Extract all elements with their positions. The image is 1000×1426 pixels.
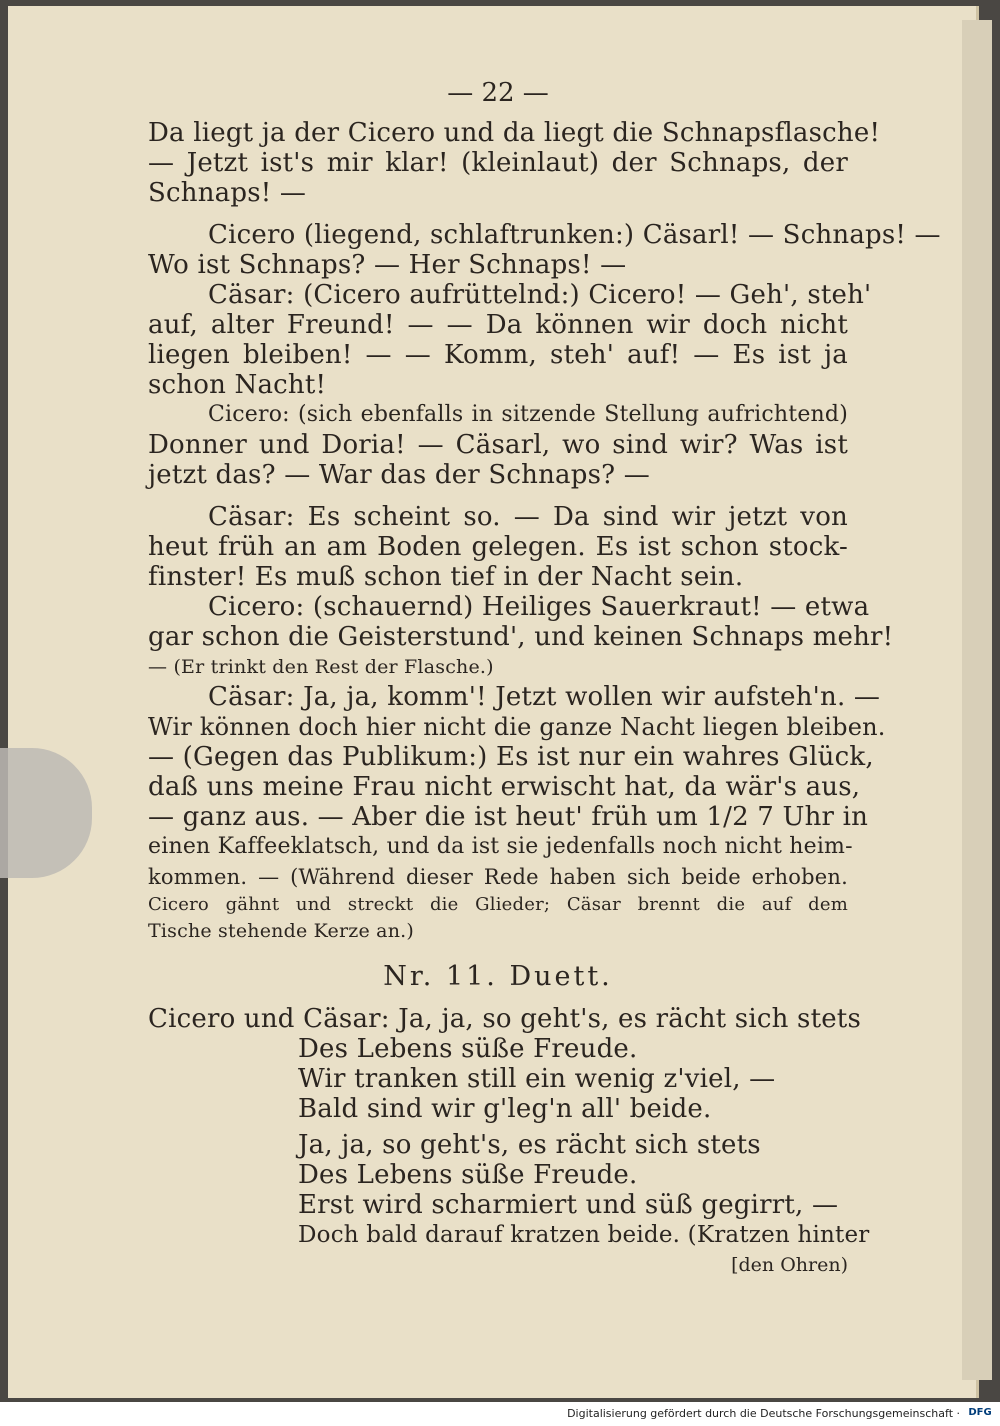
text-line: heut früh an am Boden gelegen. Es ist schon stock- bbox=[148, 532, 848, 562]
verse-line: Ja, ja, so geht's, es rächt sich stets bbox=[298, 1130, 761, 1160]
text-line: Tische stehende Kerze an.) bbox=[148, 920, 414, 942]
verse-line: Wir tranken still ein wenig z'viel, — bbox=[298, 1064, 776, 1094]
page-text bbox=[148, 78, 941, 1280]
text-line: Da liegt ja der Cicero und da liegt die Schnapsflasche! bbox=[148, 118, 881, 148]
text-line: Cicero: (sich ebenfalls in sitzende Stellung aufrichtend) bbox=[208, 402, 848, 427]
text-line: auf, alter Freund! — — Da können wir doch nicht bbox=[148, 310, 848, 340]
text-line: Cäsar: Ja, ja, komm'! Jetzt wollen wir aufsteh'n. — bbox=[208, 682, 881, 712]
text-line: liegen bleiben! — — Komm, steh' auf! — Es ist ja bbox=[148, 340, 848, 370]
text-line: kommen. — (Während dieser Rede haben sich beide erhoben. bbox=[148, 865, 848, 889]
paragraph bbox=[148, 682, 886, 944]
paragraph bbox=[148, 400, 848, 490]
text-line: Cäsar: (Cicero aufrüttelnd:) Cicero! — Geh', steh' bbox=[208, 280, 872, 310]
text-line: Cicero: (schauernd) Heiliges Sauerkraut! — etwa bbox=[208, 592, 870, 622]
verse-line: Bald sind wir g'leg'n all' beide. bbox=[298, 1094, 712, 1124]
paragraph bbox=[148, 220, 941, 280]
text-line: Cäsar: Es scheint so. — Da sind wir jetzt von bbox=[208, 502, 848, 532]
text-line: schon Nacht! bbox=[148, 370, 327, 400]
text-line: Wo ist Schnaps? — Her Schnaps! — bbox=[148, 250, 627, 280]
paragraph bbox=[148, 118, 881, 208]
paragraph bbox=[148, 592, 894, 682]
text-line: daß uns meine Frau nicht erwischt hat, da wär's aus, bbox=[148, 772, 861, 802]
section-heading: Nr. 11. Duett. bbox=[383, 961, 613, 992]
text-line: finster! Es muß schon tief in der Nacht sein. bbox=[148, 562, 744, 592]
stage-direction: [den Ohren) bbox=[731, 1254, 848, 1276]
text-line: einen Kaffeeklatsch, und da ist sie jedenfalls noch nicht heim- bbox=[148, 834, 853, 859]
verse-1 bbox=[148, 1034, 848, 1124]
verse-line: Des Lebens süße Freude. bbox=[298, 1034, 638, 1064]
verse-line: Doch bald darauf kratzen beide. (Kratzen hinter bbox=[298, 1222, 870, 1248]
digitization-credit: Digitalisierung gefördert durch die Deutsche Forschungsgemeinschaft · bbox=[0, 1402, 1000, 1426]
text-line: — ganz aus. — Aber die ist heut' früh um 1/2 7 Uhr in bbox=[148, 802, 869, 832]
duet-first-line bbox=[148, 1004, 861, 1034]
paragraph bbox=[148, 502, 848, 592]
text-line: gar schon die Geisterstund', und keinen Schnaps mehr! bbox=[148, 622, 894, 652]
text-line: Donner und Doria! — Cäsarl, wo sind wir? Was ist bbox=[148, 430, 848, 460]
text-line: jetzt das? — War das der Schnaps? — bbox=[148, 460, 650, 490]
duet-opening-verse: Ja, ja, so geht's, es rächt sich stets bbox=[398, 1004, 861, 1034]
text-line: Wir können doch hier nicht die ganze Nacht liegen bleiben. bbox=[148, 713, 886, 741]
text-line: Cicero gähnt und streckt die Glieder; Cäsar brennt die auf dem bbox=[148, 894, 848, 915]
duet-speakers: Cicero und Cäsar: bbox=[148, 1004, 390, 1034]
dfg-logo-icon: DFG bbox=[968, 1407, 992, 1418]
text-line: Schnaps! — bbox=[148, 178, 307, 208]
page-number: — 22 — bbox=[447, 78, 549, 108]
duet bbox=[148, 1004, 870, 1280]
text-line: — (Er trinkt den Rest der Flasche.) bbox=[148, 656, 494, 678]
next-page-edge bbox=[962, 20, 992, 1380]
paragraph bbox=[148, 280, 872, 400]
text-line: — Jetzt ist's mir klar! (kleinlaut) der Schnaps, der bbox=[148, 148, 848, 178]
text-line: — (Gegen das Publikum:) Es ist nur ein wahres Glück, bbox=[148, 742, 874, 772]
verse-line: Des Lebens süße Freude. bbox=[298, 1160, 638, 1190]
verse-line: Erst wird scharmiert und süß gegirrt, — bbox=[298, 1190, 839, 1220]
verse-2 bbox=[148, 1130, 870, 1250]
text-line: Cicero (liegend, schlaftrunken:) Cäsarl! — Schnaps! — bbox=[208, 220, 941, 250]
